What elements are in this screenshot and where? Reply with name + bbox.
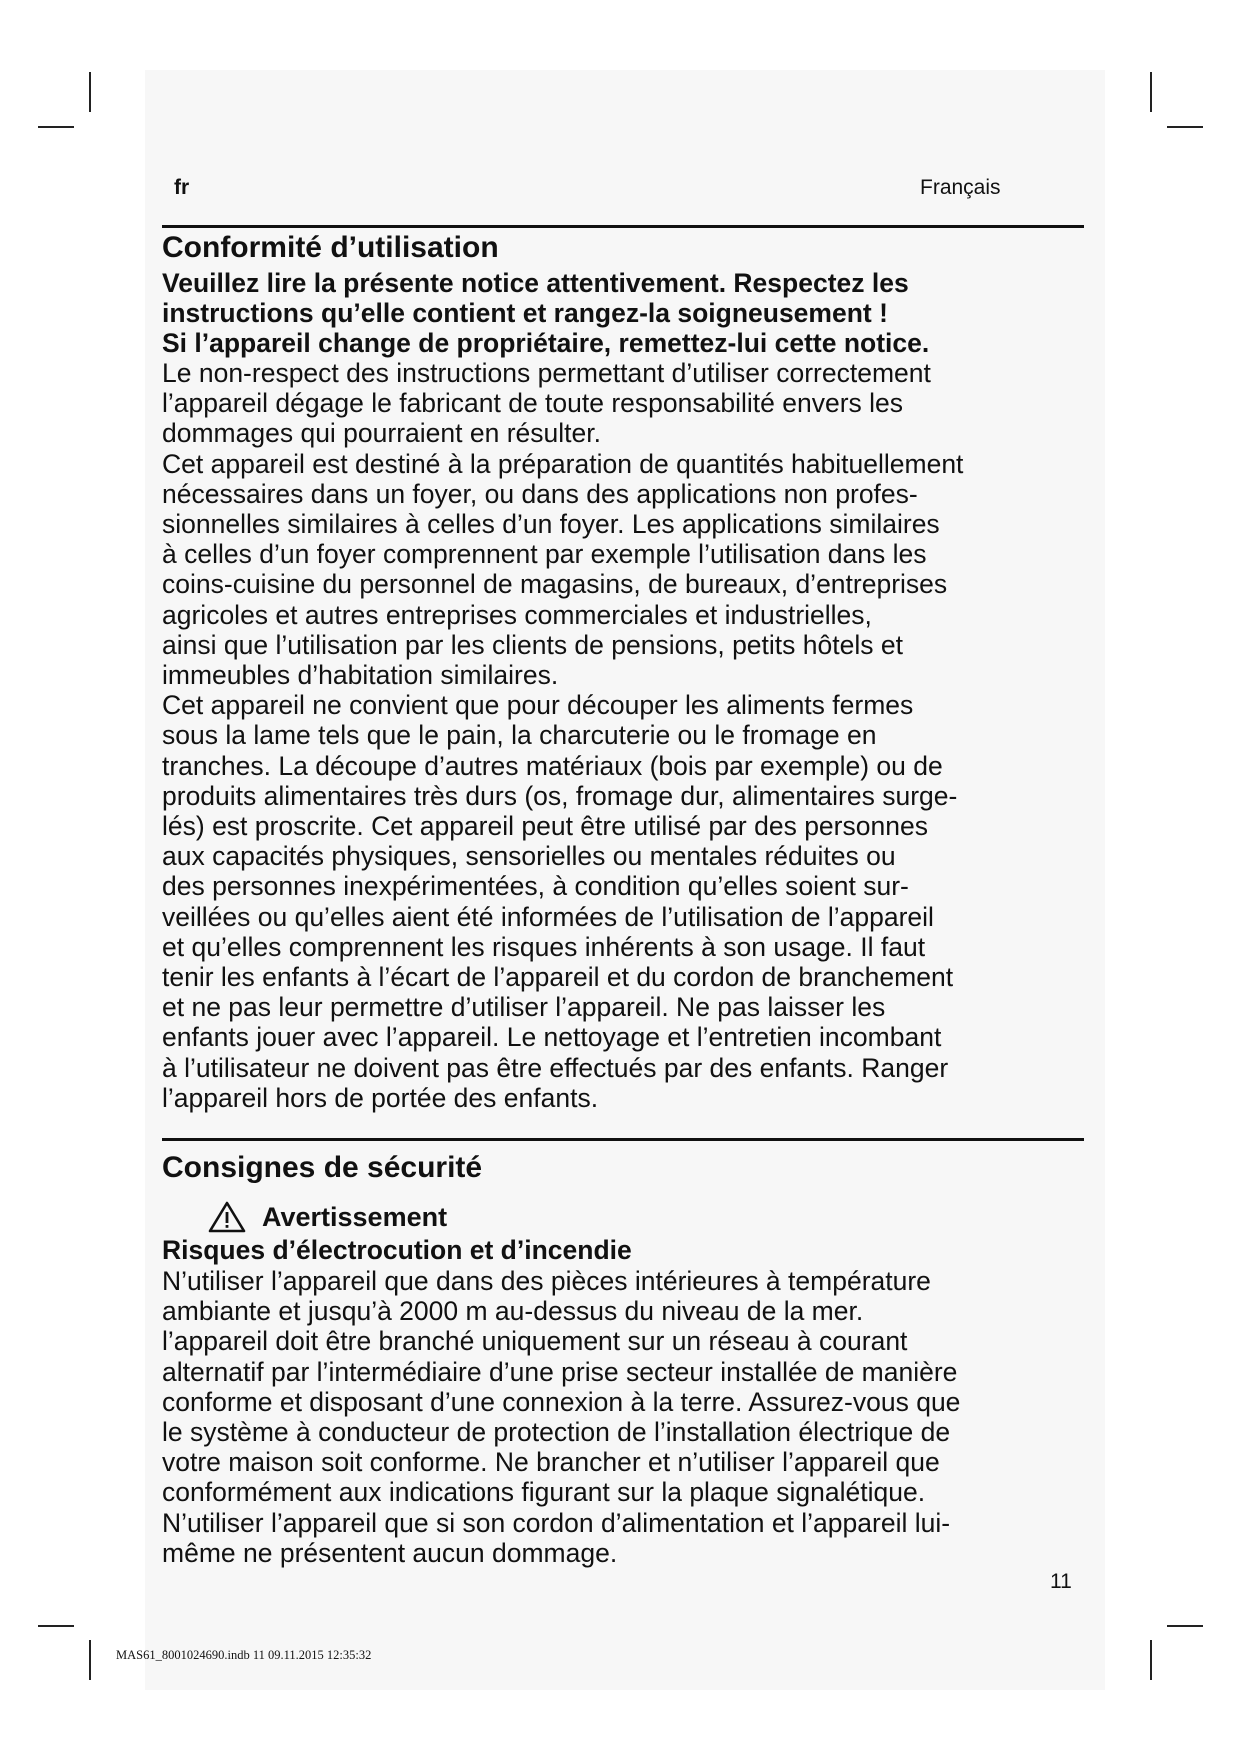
warning-heading <box>208 1200 1092 1234</box>
body-line: lés) est proscrite. Cet appareil peut être utilisé par des personnes <box>162 811 928 842</box>
body-line: à celles d’un foyer comprennent par exemple l’utilisation dans les <box>162 539 927 570</box>
body-line: l’appareil doit être branché uniquement sur un réseau à courant <box>162 1326 908 1357</box>
body-line: Cet appareil ne convient que pour découper les aliments fermes <box>162 690 914 721</box>
language-code: fr <box>174 176 190 199</box>
body-line: agricoles et autres entreprises commerciales et industrielles, <box>162 599 872 630</box>
body-line: ainsi que l’utilisation par les clients de pensions, petits hôtels et <box>162 629 903 660</box>
body-text <box>162 1266 1092 1568</box>
crop-mark <box>89 72 91 112</box>
section-safety <box>162 1150 1092 1568</box>
body-line: à l’utilisateur ne doivent pas être effectués par des enfants. Ranger <box>162 1052 949 1083</box>
body-line: produits alimentaires très durs (os, fromage dur, alimentaires surge- <box>162 780 958 811</box>
body-line: même ne présentent aucun dommage. <box>162 1537 618 1568</box>
body-line: tranches. La découpe d’autres matériaux (bois par exemple) ou de <box>162 750 943 781</box>
body-line: Le non-respect des instructions permettant d’utiliser correctement <box>162 358 931 388</box>
body-line: sous la lame tels que le pain, la charcuterie ou le fromage en <box>162 720 877 751</box>
lead-line: Si l’appareil change de propriétaire, remettez-lui cette notice. <box>162 328 930 358</box>
section-title: Consignes de sécurité <box>162 1151 483 1184</box>
language-name: Français <box>920 176 1001 199</box>
body-line: alternatif par l’intermédiaire d’une prise secteur installée de manière <box>162 1356 958 1387</box>
section-rule <box>162 1138 1084 1141</box>
body-line: N’utiliser l’appareil que dans des pièces intérieures à température <box>162 1266 931 1296</box>
body-line: nécessaires dans un foyer, ou dans des applications non profes- <box>162 478 918 509</box>
crop-mark <box>38 1625 74 1627</box>
body-line: l’appareil dégage le fabricant de toute responsabilité envers les <box>162 388 904 419</box>
body-line: des personnes inexpérimentées, à condition qu’elles soient sur- <box>162 871 909 902</box>
body-line: le système à conducteur de protection de l’installation électrique de <box>162 1417 951 1448</box>
crop-mark <box>1167 1625 1203 1627</box>
warning-subtitle: Risques d’électrocution et d’incendie <box>162 1235 632 1265</box>
page-number: 11 <box>1050 1570 1072 1593</box>
body-line: Cet appareil est destiné à la préparation de quantités habituellement <box>162 448 964 479</box>
body-line: votre maison soit conforme. Ne brancher et n’utiliser l’appareil que <box>162 1447 940 1478</box>
body-line: veillées ou qu’elles aient été informées de l’utilisation de l’appareil <box>162 901 934 932</box>
crop-mark <box>1167 126 1203 128</box>
section-intended-use <box>162 230 1092 1113</box>
warning-label: Avertissement <box>262 1202 448 1232</box>
body-line: aux capacités physiques, sensorielles ou mentales réduites ou <box>162 841 896 872</box>
lead-paragraph <box>162 268 1092 358</box>
body-line: ambiante et jusqu’à 2000 m au-dessus du niveau de la mer. <box>162 1296 864 1327</box>
body-line: et ne pas leur permettre d’utiliser l’appareil. Ne pas laisser les <box>162 992 886 1023</box>
body-line: coins-cuisine du personnel de magasins, de bureaux, d’entreprises <box>162 569 948 600</box>
body-line: conforme et disposant d’une connexion à la terre. Assurez-vous que <box>162 1386 961 1417</box>
warning-triangle-icon <box>208 1201 246 1233</box>
crop-mark <box>38 126 74 128</box>
body-line: immeubles d’habitation similaires. <box>162 660 559 691</box>
body-line: enfants jouer avec l’appareil. Le nettoyage et l’entretien incombant <box>162 1022 942 1053</box>
body-line: N’utiliser l’appareil que si son cordon d’alimentation et l’appareil lui- <box>162 1507 951 1538</box>
section-title: Conformité d’utilisation <box>162 231 499 264</box>
body-line: tenir les enfants à l’écart de l’appareil et du cordon de branchement <box>162 962 954 993</box>
crop-mark <box>89 1640 91 1680</box>
lead-line: instructions qu’elle contient et rangez-la soigneusement ! <box>162 298 888 328</box>
lead-line: Veuillez lire la présente notice attentivement. Respectez les <box>162 268 909 298</box>
body-line: conformément aux indications figurant sur la plaque signalétique. <box>162 1477 926 1508</box>
body-line: l’appareil hors de portée des enfants. <box>162 1082 599 1113</box>
body-text <box>162 358 1092 1113</box>
crop-mark <box>1150 1640 1152 1680</box>
body-line: sionnelles similaires à celles d’un foyer. Les applications similaires <box>162 509 940 540</box>
crop-mark <box>1150 72 1152 112</box>
body-line: dommages qui pourraient en résulter. <box>162 418 601 449</box>
header-rule <box>162 225 1084 228</box>
print-slug: MAS61_8001024690.indb 11 09.11.2015 12:35:32 <box>116 1648 372 1662</box>
body-line: et qu’elles comprennent les risques inhérents à son usage. Il faut <box>162 931 926 962</box>
